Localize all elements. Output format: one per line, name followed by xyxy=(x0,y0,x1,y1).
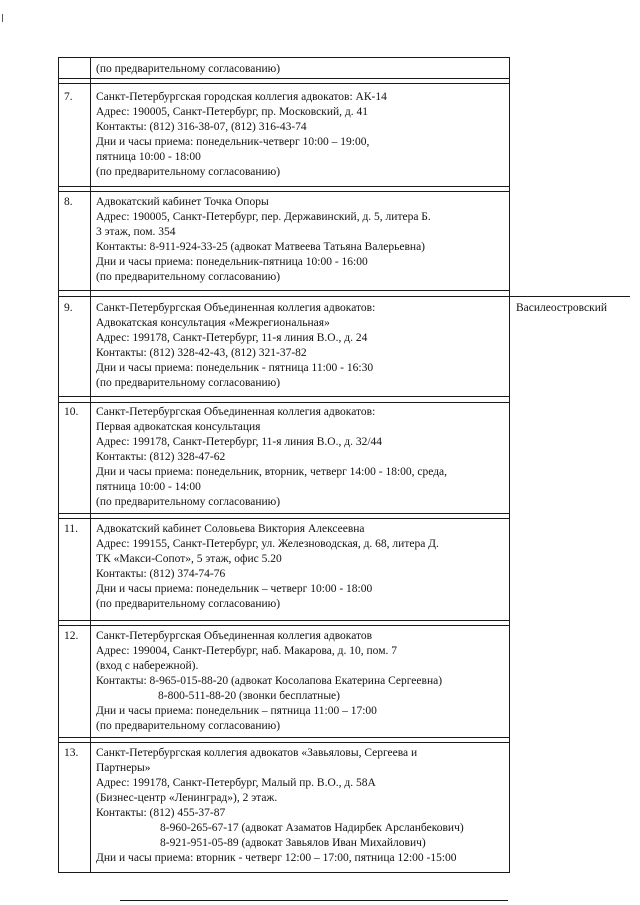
row-number: 13. xyxy=(64,747,79,759)
row-number: 12. xyxy=(64,630,79,642)
entry-line: Адвокатская консультация «Межрегиональная» xyxy=(96,317,330,329)
list-item xyxy=(96,301,508,391)
entry-line: Партнеры» xyxy=(96,762,151,774)
entry-line: (по предварительному согласованию) xyxy=(96,598,281,610)
entry-title: Санкт-Петербургская Объединенная коллегия адвокатов: xyxy=(96,302,376,314)
table-rule xyxy=(58,402,510,403)
entry-line: Адрес: 199178, Санкт-Петербург, 11-я линия В.О., д. 24 xyxy=(96,332,368,344)
table-rule xyxy=(58,396,510,397)
entry-line: Адрес: 199155, Санкт-Петербург, ул. Железноводская, д. 68, литера Д. xyxy=(96,538,439,550)
entry-line: Контакты: (812) 374-74-76 xyxy=(96,568,226,580)
list-item xyxy=(96,746,508,866)
entry-title: Санкт-Петербургская Объединенная коллегия адвокатов xyxy=(96,630,373,642)
entry-line: Контакты: 8-965-015-88-20 (адвокат Косолапова Екатерина Сергеевна) xyxy=(96,675,443,687)
table-rule xyxy=(510,296,630,297)
table-rule xyxy=(58,513,510,514)
table-rule xyxy=(58,57,59,873)
entry-line: Дни и часы приема: понедельник – пятница 11:00 – 17:00 xyxy=(96,705,377,717)
table-rule xyxy=(58,186,510,187)
entry-line: Дни и часы приема: понедельник-четверг 10:00 – 19:00, xyxy=(96,136,370,148)
table-rule xyxy=(58,737,510,738)
entry-title: Санкт-Петербургская коллегия адвокатов «Завьяловы, Сергеева и xyxy=(96,747,418,759)
row-number: 11. xyxy=(64,523,78,535)
table-rule xyxy=(58,290,510,291)
entry-line: Контакты: 8-911-924-33-25 (адвокат Матвеева Татьяна Валерьевна) xyxy=(96,241,426,253)
row-number: 9. xyxy=(64,302,73,314)
entry-line: Адрес: 190005, Санкт-Петербург, пр. Московский, д. 41 xyxy=(96,106,369,118)
entry-line: Контакты: (812) 328-47-62 xyxy=(96,451,226,463)
row-number: 8. xyxy=(64,196,73,208)
row-number: 10. xyxy=(64,406,79,418)
entry-title: Санкт-Петербургская городская коллегия адвокатов: АК-14 xyxy=(96,91,387,103)
table-rule xyxy=(58,191,510,192)
entry-line: Адрес: 199004, Санкт-Петербург, наб. Макарова, д. 10, пом. 7 xyxy=(96,645,397,657)
entry-line: Адрес: 190005, Санкт-Петербург, пер. Державинский, д. 5, литера Б. xyxy=(96,211,431,223)
scan-mark xyxy=(2,14,3,22)
table-rule xyxy=(58,83,510,84)
entry-line: Адрес: 199178, Санкт-Петербург, 11-я линия В.О., д. 32/44 xyxy=(96,436,383,448)
entry-line: (по предварительному согласованию) xyxy=(96,720,281,732)
entry-line: Первая адвокатская консультация xyxy=(96,421,261,433)
list-item xyxy=(96,629,508,734)
entry-line: 8-800-511-88-20 (звонки бесплатные) xyxy=(158,690,340,702)
entry-line: 8-921-951-05-89 (адвокат Завьялов Иван Михайлович) xyxy=(160,837,426,849)
entry-title: Санкт-Петербургская Объединенная коллегия адвокатов: xyxy=(96,406,376,418)
entry-line: (по предварительному согласованию) xyxy=(96,63,281,75)
table-rule xyxy=(58,872,510,873)
entry-line: (по предварительному согласованию) xyxy=(96,166,281,178)
entry-line: (вход с набережной). xyxy=(96,660,199,672)
entry-line: пятница 10:00 - 18:00 xyxy=(96,151,201,163)
entry-line: (Бизнес-центр «Ленинград»), 2 этаж. xyxy=(96,792,278,804)
row-number: 7. xyxy=(64,91,73,103)
list-item xyxy=(96,405,508,510)
entry-line: Дни и часы приема: вторник - четверг 12:00 – 17:00, пятница 12:00 -15:00 xyxy=(96,852,457,864)
entry-line: Контакты: (812) 455-37-87 xyxy=(96,807,226,819)
table-rule xyxy=(509,57,510,873)
entry-line: Адрес: 199178, Санкт-Петербург, Малый пр. В.О., д. 58А xyxy=(96,777,376,789)
table-rule xyxy=(58,296,510,297)
table-rule xyxy=(58,620,510,621)
table-rule xyxy=(120,900,508,901)
entry-line: (по предварительному согласованию) xyxy=(96,271,281,283)
list-item xyxy=(96,195,508,285)
entry-line: Контакты: (812) 316-38-07, (812) 316-43-74 xyxy=(96,121,307,133)
entry-line: 8-960-265-67-17 (адвокат Азаматов Надирбек Арсланбекович) xyxy=(160,822,464,834)
table-rule xyxy=(58,742,510,743)
entry-line: ТК «Макси-Сопот», 5 этаж, офис 5.20 xyxy=(96,553,282,565)
list-item xyxy=(96,62,508,77)
entry-line: Дни и часы приема: понедельник, вторник, четверг 14:00 - 18:00, среда, xyxy=(96,466,448,478)
entry-line: пятница 10:00 - 14:00 xyxy=(96,481,201,493)
list-item xyxy=(96,90,508,180)
table-rule xyxy=(58,625,510,626)
table-rule xyxy=(58,518,510,519)
entry-line: (по предварительному согласованию) xyxy=(96,496,281,508)
entry-line: Контакты: (812) 328-42-43, (812) 321-37-82 xyxy=(96,347,307,359)
entry-line: Дни и часы приема: понедельник - пятница 11:00 - 16:30 xyxy=(96,362,374,374)
entry-line: Дни и часы приема: понедельник-пятница 10:00 - 16:00 xyxy=(96,256,368,268)
list-item xyxy=(96,522,508,612)
entry-title: Адвокатский кабинет Точка Опоры xyxy=(96,196,269,208)
entry-line: (по предварительному согласованию) xyxy=(96,377,281,389)
entry-line: Дни и часы приема: понедельник – четверг 10:00 - 18:00 xyxy=(96,583,373,595)
entry-line: 3 этаж, пом. 354 xyxy=(96,226,176,238)
table-rule xyxy=(58,78,510,79)
table-rule xyxy=(90,57,91,873)
table-rule xyxy=(58,57,510,58)
district-label: Василеостровский xyxy=(516,302,608,314)
entry-title: Адвокатский кабинет Соловьева Виктория Алексеевна xyxy=(96,523,365,535)
